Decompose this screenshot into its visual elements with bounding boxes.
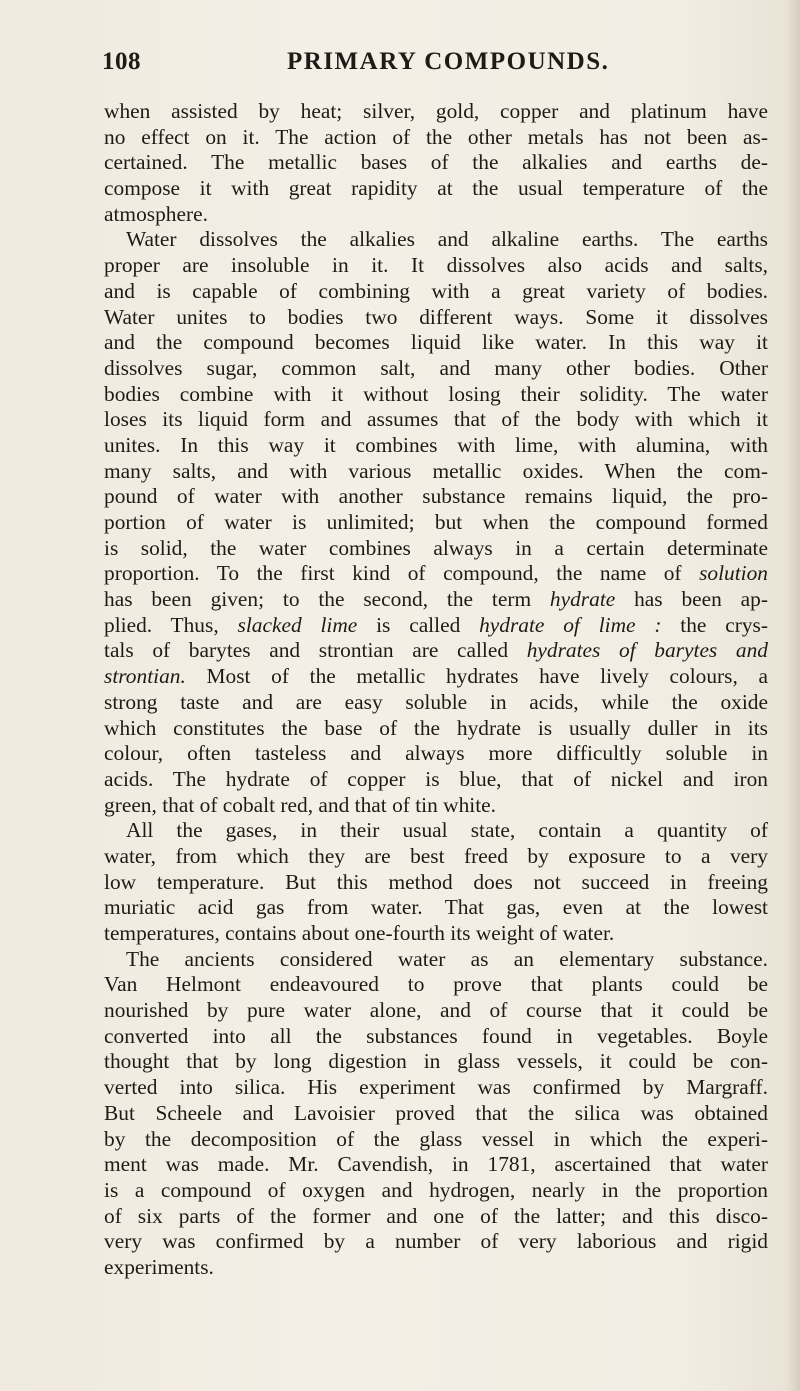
text-line: thought that by long digestion in glass vessels, it could be con- — [104, 1049, 768, 1074]
text-line: water, from which they are best freed by exposure to a very — [104, 843, 768, 868]
text-line: ment was made. Mr. Cavendish, in 1781, ascertained that water — [104, 1152, 768, 1177]
page-number: 108 — [102, 48, 141, 75]
text-line: green, that of cobalt red, and that of tin white. — [104, 792, 497, 817]
text-line: and the compound becomes liquid like water. In this way it — [104, 330, 768, 355]
text-line: strontian. Most of the metallic hydrates have lively colours, a — [104, 664, 768, 689]
text-line: experiments. — [104, 1254, 214, 1279]
text-line: bodies combine with it without losing their solidity. The water — [104, 381, 768, 406]
text-line: of six parts of the former and one of the latter; and this disco- — [104, 1203, 768, 1228]
text-line: which constitutes the base of the hydrate is usually duller in its — [104, 715, 768, 740]
text-line: unites. In this way it combines with lime, with alumina, with — [104, 432, 768, 457]
text-line: portion of water is unlimited; but when the compound formed — [104, 510, 768, 534]
running-head — [102, 48, 770, 82]
text-line: when assisted by heat; silver, gold, copper and platinum have — [104, 99, 768, 123]
text-line: Water unites to bodies two different ways. Some it dissolves — [104, 304, 768, 329]
text-line: atmosphere. — [104, 201, 208, 226]
text-line: low temperature. But this method does not succeed in freeing — [104, 869, 768, 894]
text-line: muriatic acid gas from water. That gas, even at the lowest — [104, 895, 768, 920]
text-line: colour, often tasteless and always more difficultly soluble in — [104, 741, 768, 766]
text-line: All the gases, in their usual state, contain a quantity of — [126, 818, 768, 843]
text-line: strong taste and are easy soluble in acids, while the oxide — [104, 689, 768, 714]
text-line: dissolves sugar, common salt, and many other bodies. Other — [104, 355, 768, 380]
text-line: is solid, the water combines always in a certain determinate — [104, 535, 768, 560]
text-line: proportion. To the first kind of compound, the name of solution — [104, 561, 768, 586]
text-line: converted into all the substances found in vegetables. Boyle — [104, 1023, 768, 1048]
text-line: certained. The metallic bases of the alkalies and earths de- — [104, 150, 768, 175]
text-line: is a compound of oxygen and hydrogen, nearly in the proportion — [104, 1177, 768, 1202]
text-line: loses its liquid form and assumes that of the body with which it — [104, 407, 768, 432]
text-line: But Scheele and Lavoisier proved that the silica was obtained — [104, 1100, 768, 1125]
text-line: temperatures, contains about one-fourth its weight of water. — [104, 921, 615, 945]
text-line: pound of water with another substance remains liquid, the pro- — [104, 484, 768, 509]
text-line: plied. Thus, slacked lime is called hydrate of lime : the crys- — [104, 612, 768, 637]
text-line: Water dissolves the alkalies and alkaline earths. The earths — [126, 227, 768, 252]
text-line: compose it with great rapidity at the usual temperature of the — [104, 176, 768, 201]
text-line: Van Helmont endeavoured to prove that plants could be — [104, 972, 768, 997]
text-line: many salts, and with various metallic oxides. When the com- — [104, 458, 768, 483]
text-line: The ancients considered water as an elementary substance. — [126, 946, 768, 971]
text-line: very was confirmed by a number of very laborious and rigid — [104, 1229, 768, 1254]
text-line: and is capable of combining with a great variety of bodies. — [104, 278, 768, 303]
text-line: verted into silica. His experiment was confirmed by Margraff. — [104, 1075, 768, 1100]
page-edge-shadow — [786, 0, 800, 1391]
text-line: tals of barytes and strontian are called hydrates of barytes and — [104, 638, 768, 663]
body-text — [104, 99, 768, 1281]
text-line: acids. The hydrate of copper is blue, that of nickel and iron — [104, 766, 768, 791]
text-line: no effect on it. The action of the other metals has not been as- — [104, 124, 768, 149]
text-line: proper are insoluble in it. It dissolves also acids and salts, — [104, 253, 768, 278]
text-line: has been given; to the second, the term hydrate has been ap- — [104, 587, 768, 612]
running-title: PRIMARY COMPOUNDS. — [287, 48, 610, 75]
text-line: nourished by pure water alone, and of course that it could be — [104, 998, 768, 1023]
text-line: by the decomposition of the glass vessel in which the experi- — [104, 1126, 768, 1151]
